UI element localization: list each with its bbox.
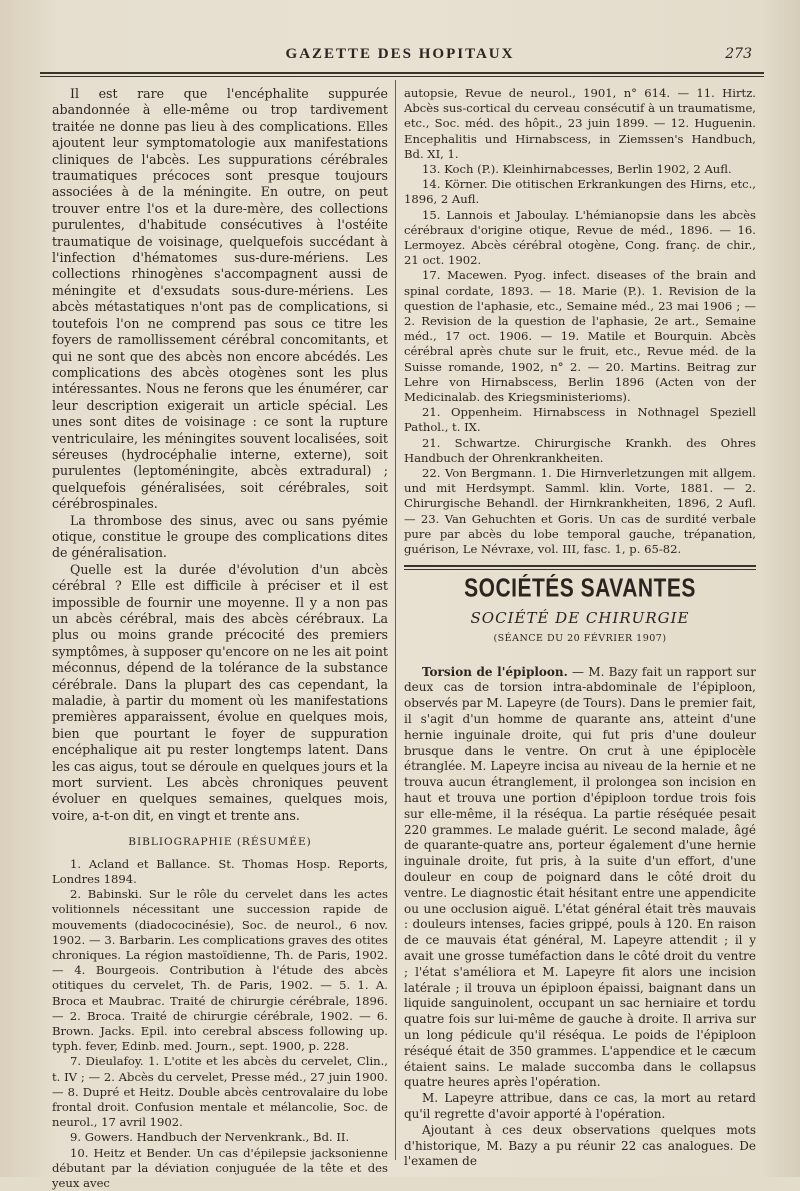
- bibliography-heading: BIBLIOGRAPHIE (RÉSUMÉE): [128, 836, 312, 849]
- bib-entry: 1. Acland et Ballance. St. Thomas Hosp. Reports, Londres 1894.: [52, 856, 388, 886]
- header-rule-thin: [40, 76, 764, 77]
- journal-title: GAZETTE DES HOPITAUX: [285, 46, 515, 62]
- paragraph: [404, 665, 756, 1092]
- bibliography-left: [52, 857, 388, 1191]
- left-column: [52, 86, 388, 1191]
- bib-entry: 2. Babinski. Sur le rôle du cervelet dans les actes volitionnels nécessitant une succession rapide de mouvements (diadococinésie), Soc. de neurol., 6 nov. 1902. — 3. Barbarin. Les complications graves des otites chroniques. La région mastoïdienne, Th. de Paris, 1902. — 4. Bourgeois. Contribution à l'étude des abcès otitiques du cervelet, Th. de Paris, 1902. — 5. 1. A. Broca et Maubrac. Traité de chirurgie cérébrale, 1896. — 2. Broca. Traité de chirurgie cérébrale, 1902. — 6. Brown. Jacks. Epil. into cerebral abscess following up. typh. fever, Edinb. med. Journ., sept. 1900, p. 228.: [52, 887, 388, 1054]
- bib-entry: 17. Macewen. Pyog. infect. diseases of the brain and spinal cordate, 1893. — 18. Marie (P.). 1. Revision de la question de l'aphasie, etc., Semaine méd., 23 mai 1906 ; — 2. Revision de la question de l'aphasie, 2e art., Semaine méd., 17 oct. 1906. — 19. Matile et Bourquin. Abcès cérébral après chute sur le fruit, etc., Revue méd. de la Suisse romande, 1902, n° 2. — 20. Martins. Beitrag zur Lehre von Hirnabscess, Berlin 1896 (Acten von der Medicinalab. des Kriegsministerioms).: [404, 268, 756, 405]
- right-column: [404, 86, 756, 1170]
- paragraph: Quelle est la durée d'évolution d'un abcès cérébral ? Elle est difficile à préciser et il est impossible de fournir une moyenne. Il y a non pas un abcès cérébral, mais des abcès cérébraux. La plus ou moins grande précocité des premiers symptômes, à supposer qu'encore on ne les ait point méconnus, dépend de la tolérance de la substance cérébrale. Dans la plupart des cas cependant, la maladie, à partir du moment où les manifestations premières apparaissent, évolue en quelques mois, bien que pourtant le foyer de suppuration encéphalique ait pu rester longtemps latent. Dans les cas aigus, tout se déroule en quelques jours et la mort survient. Les abcès chroniques peuvent évoluer en quelques semaines, quelques mois, voire, a-t-on dit, en vingt et trente ans.: [52, 561, 388, 823]
- bib-entry: 7. Dieulafoy. 1. L'otite et les abcès du cervelet, Clin., t. IV ; — 2. Abcès du cervelet, Presse méd., 27 juin 1900. — 8. Dupré et Heitz. Double abcès centrovalaire du lobe frontal droit. Confusion mentale et mélancolie, Soc. de neurol., 17 avril 1902.: [52, 1054, 388, 1130]
- paragraph: M. Lapeyre attribue, dans ce cas, la mort au retard qu'il regrette d'avoir apporté à l'opération.: [404, 1091, 756, 1121]
- bib-entry: 21. Oppenheim. Hirnabscess in Nothnagel Speziell Pathol., t. IX.: [404, 405, 756, 435]
- column-divider: [395, 80, 396, 1160]
- bib-entry: 15. Lannois et Jaboulay. L'hémianopsie dans les abcès cérébraux d'origine otique, Revue de méd., 1896. — 16. Lermoyez. Abcès cérébral otogène, Cong. franç. de chir., 21 oct. 1902.: [404, 207, 756, 268]
- bib-entry: 14. Körner. Die otitischen Erkrankungen des Hirns, etc., 1896, 2 Aufl.: [404, 177, 756, 207]
- header-rule-thick: [40, 72, 764, 74]
- paragraph: La thrombose des sinus, avec ou sans pyémie otique, constitue le groupe des complications dites de généralisation.: [52, 512, 388, 561]
- bib-entry: 22. Von Bergmann. 1. Die Hirnverletzungen mit allgem. und mit Herdsympt. Samml. klin. Vorte, 1881. — 2. Chirurgische Behandl. der Hirnkrankheiten, 1896, 2 Aufl. — 23. Van Gehuchten et Goris. Un cas de surdité verbale pure par abcès du lobe temporal gauche, trépanation, guérison, Le Névraxe, vol. III, fasc. 1, p. 65-82.: [404, 466, 756, 557]
- bibliography-right: [404, 86, 756, 557]
- bib-entry: 13. Koch (P.). Kleinhirnabcesses, Berlin 1902, 2 Aufl.: [422, 162, 732, 177]
- paragraph-text: — M. Bazy fait un rapport sur deux cas de torsion intra-abdominale de l'épiploon, observés par M. Lapeyre (de Tours). Dans le premier fait, il s'agit d'un homme de quarante ans, atteint d'une hernie inguinale droite, qui fut pris d'une douleur brusque dans le ventre. On crut à une épiplocèle étranglée. M. Lapeyre incisa au niveau de la hernie et ne trouva aucun étranglement, il prolongea son incision en haut et trouva une portion d'épiploon tordue trois fois sur elle-même, il la réséqua. La partie réséquée pesait 220 grammes. Le malade guérit. Le second malade, âgé de quarante-quatre ans, porteur également d'une hernie inguinale droite, fut pris, à la suite d'un effort, d'une douleur en coup de poignard dans le côté droit du ventre. Le diagnostic était hésitant entre une appendicite ou une occlusion aiguë. L'état général était très mauvais : douleurs intenses, facies grippé, pouls à 120. En raison de ce mauvais état général, M. Lapeyre attendit ; il y avait une grosse tuméfaction dans le côté droit du ventre ; l'état s'améliora et M. Lapeyre fit alors une incision latérale ; il trouva un épiploon épaissi, baignant dans un liquide sanguinolent, occupant un sac herniaire et tordu quatre fois sur lui-même de gauche à droite. Il arriva sur un long pédicule qu'il réséqua. Le poids de l'épiploon réséqué était de 350 grammes. L'appendice et le cæcum étaient sains. Le malade succomba dans le collapsus quatre heures après l'opération.: [404, 664, 757, 1090]
- society-name: SOCIÉTÉ DE CHIRURGIE: [470, 609, 690, 628]
- paragraph: Il est rare que l'encéphalite suppurée abandonnée à elle-même ou trop tardivement traitée ne donne pas lieu à des complications. Elles ajoutent leur symptomatologie aux manifestations cliniques de l'abcès. Les suppurations cérébrales traumatiques précoces sont presque toujours associées à de la méningite. En outre, on peut trouver entre l'os et la dure-mère, des collections purulentes, d'habitude consécutives à l'ostéite traumatique de voisinage, quelquefois succédant à l'infection d'hématomes sus-dure-mériens. Les collections rhinogènes s'accompagnent aussi de méningite et d'exsudats sous-dure-mériens. Les abcès métastatiques n'ont pas de complications, si toutefois l'on ne comprend pas sous ce titre les foyers de ramollissement cérébral concomitants, et qui ne sont que des abcès non encore abcédés. Les complications des abcès otogènes sont les plus intéressantes. Nous ne ferons que les énumérer, car leur description exigerait un article spécial. Les unes sont dites de voisinage : ce sont la rupture ventriculaire, les méningites souvent localisées, soit séreuses (hydrocéphalie interne, externe), soit purulentes (leptoméningite, abcès extradural) ; quelquefois généralisées, soit cérébrales, soit cérébrospinales.: [52, 86, 388, 512]
- section-separator: [404, 557, 756, 573]
- bib-entry: 10. Heitz et Bender. Un cas d'épilepsie jacksonienne débutant par la déviation conjuguée de la tête et des yeux avec: [52, 1145, 388, 1190]
- session-date: (SÉANCE DU 20 FÉVRIER 1907): [493, 632, 667, 644]
- bib-entry: 9. Gowers. Handbuch der Nervenkrank., Bd. II.: [70, 1130, 350, 1145]
- paragraph: Ajoutant à ces deux observations quelques mots d'historique, M. Bazy a pu réunir 22 cas analogues. De l'examen de: [404, 1122, 756, 1169]
- page-number: 273: [725, 46, 752, 62]
- section-title: SOCIÉTÉS SAVANTES: [464, 574, 696, 604]
- running-header: [0, 44, 800, 74]
- bib-entry: 21. Schwartze. Chirurgische Krankh. des Ohres Handbuch der Ohrenkrankheiten.: [404, 435, 756, 465]
- bib-entry: autopsie, Revue de neurol., 1901, n° 614. — 11. Hirtz. Abcès sus-cortical du cerveau consécutif à un traumatisme, etc., Soc. méd. des hôpit., 23 juin 1899. — 12. Huguenin. Encephalitis und Hirnabscess, in Ziemssen's Handbuch, Bd. XI, 1.: [404, 86, 756, 161]
- article-lead-title: Torsion de l'épiploon.: [422, 664, 568, 679]
